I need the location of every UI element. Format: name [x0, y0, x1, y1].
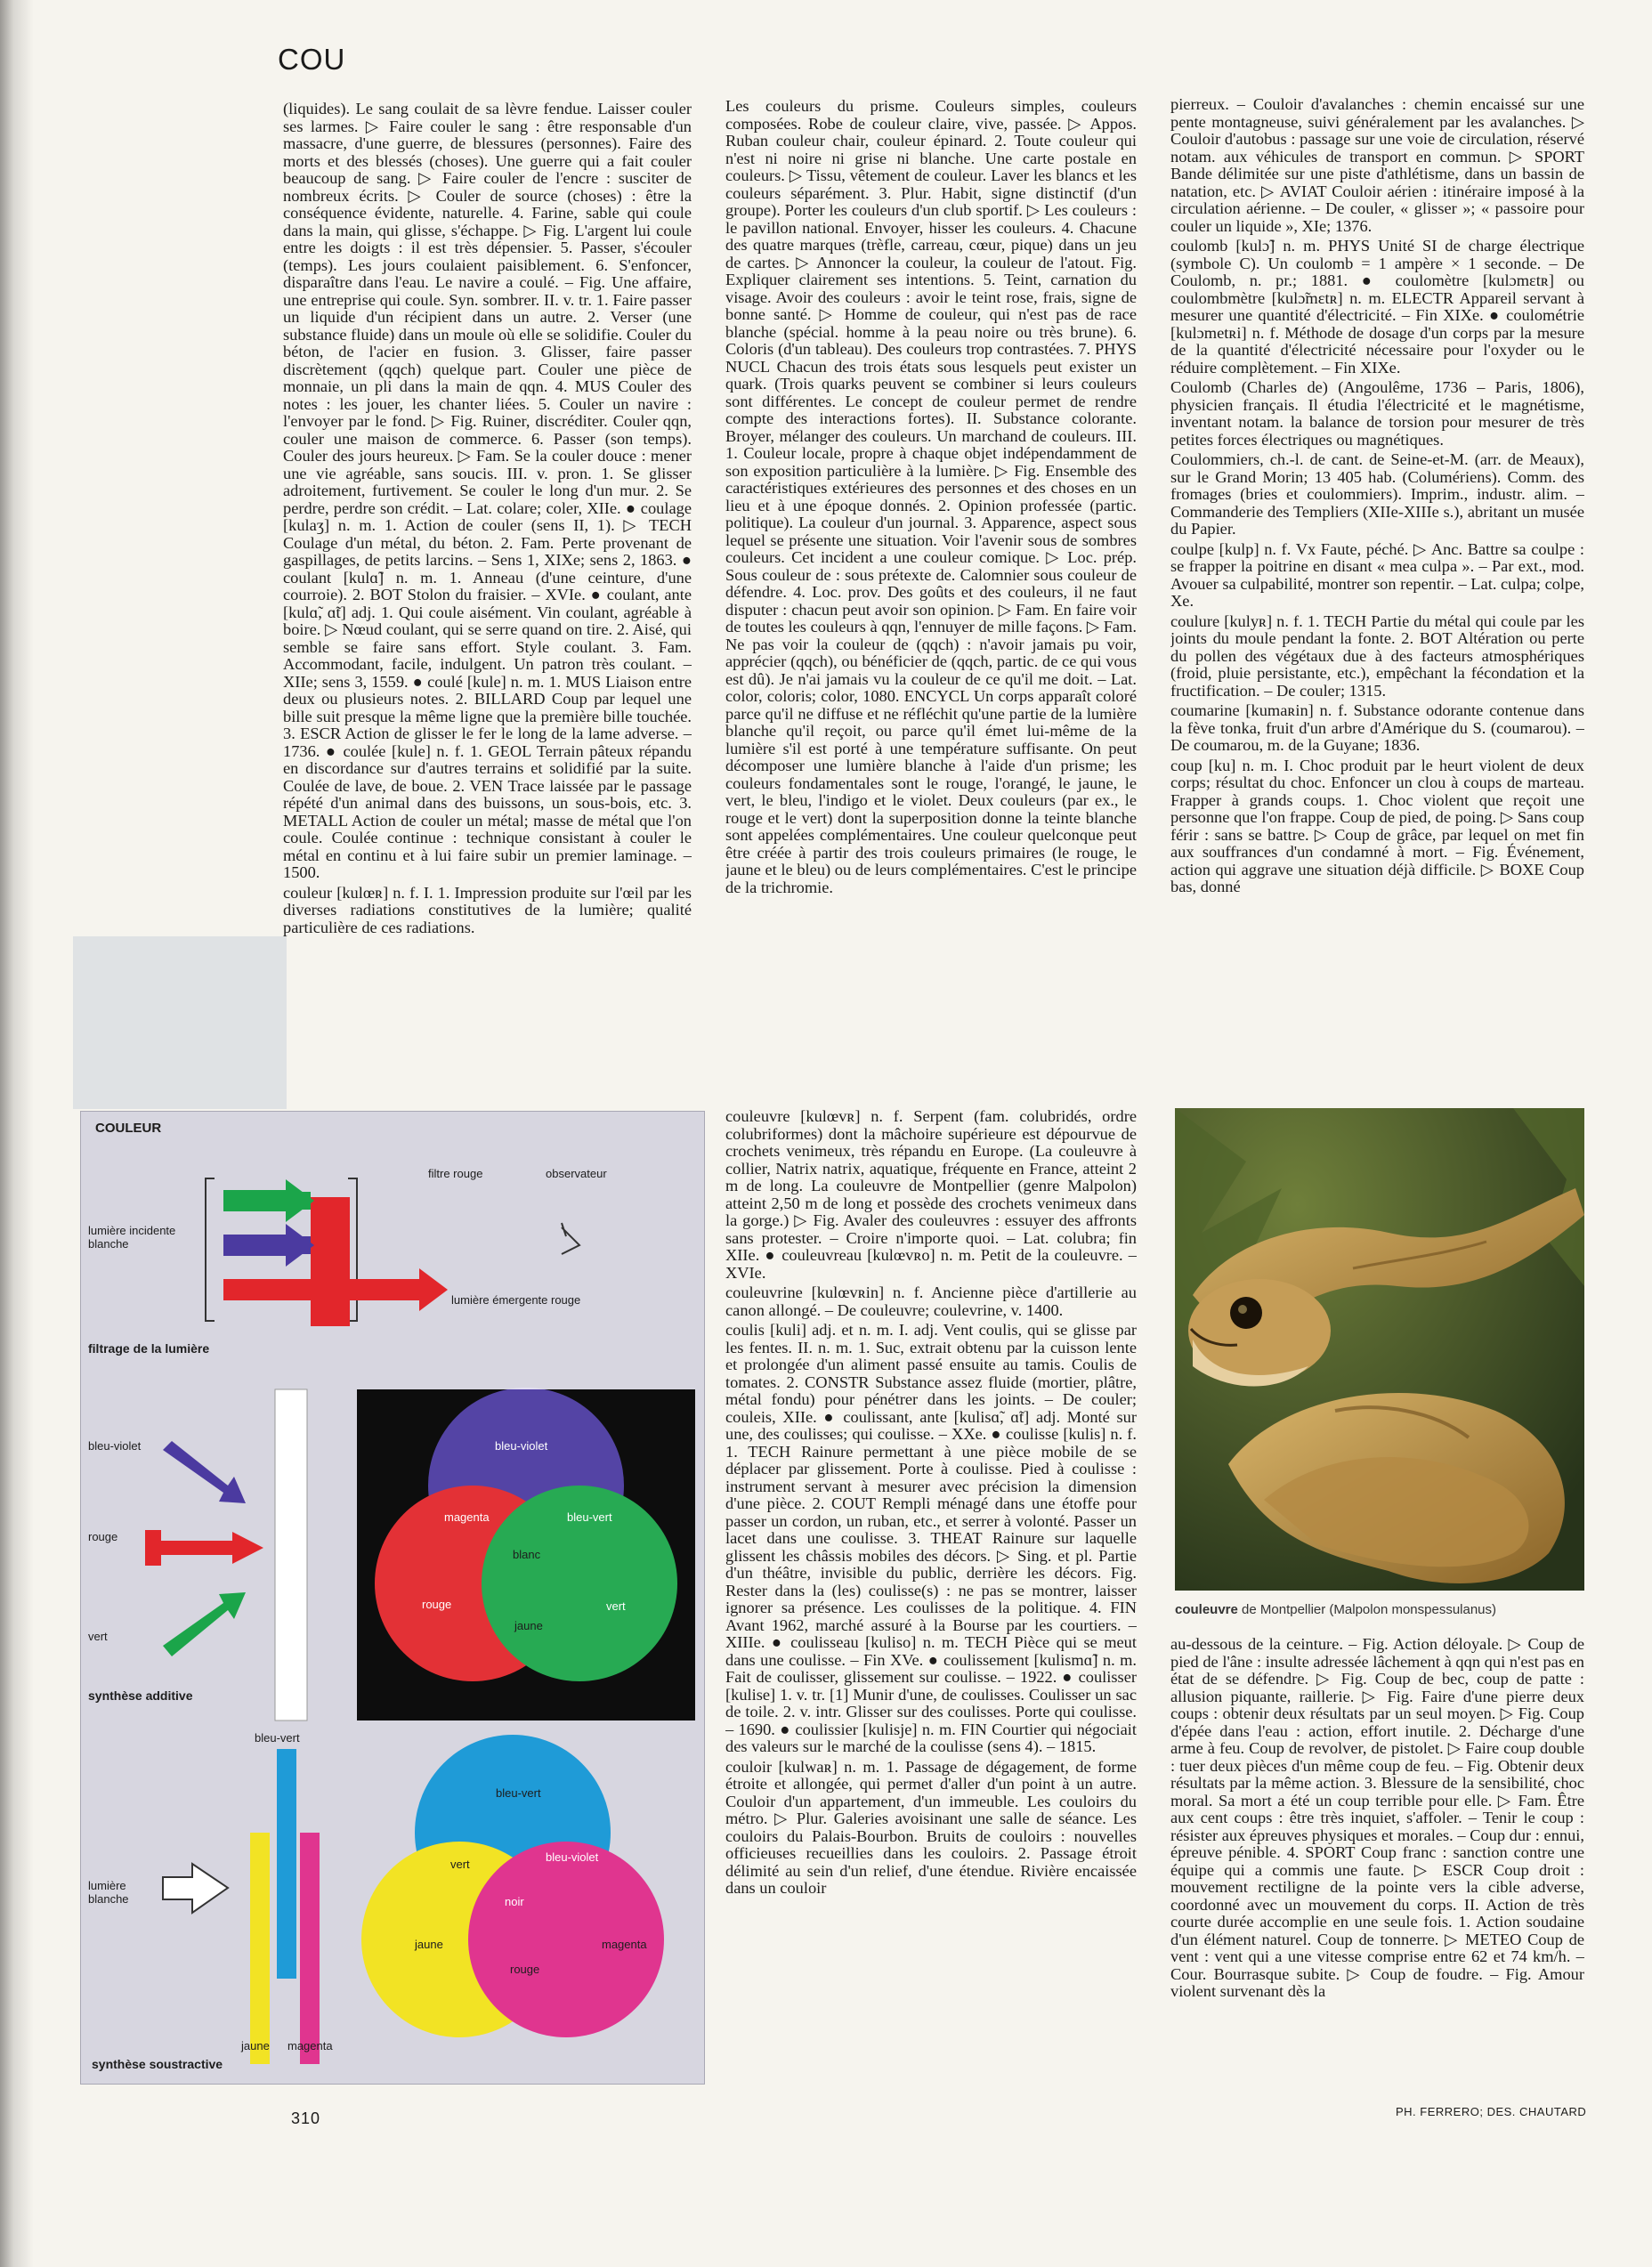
couleuvre-photo	[1175, 1108, 1584, 1591]
circle-label-magenta: magenta	[444, 1510, 490, 1524]
column-2-top	[725, 98, 1137, 1108]
label-vert: vert	[88, 1630, 108, 1643]
additive-arrows	[145, 1389, 307, 1720]
circle-label-bleu-vert: bleu-vert	[567, 1510, 612, 1524]
page-edge-shadow	[0, 0, 34, 2267]
entry-coup: coup [ku] n. m. I. Choc produit par le heurt violent de deux corps; résultat du choc. Enfoncer un clou à coups de marteau. Frapper à grands coups. 1. Choc violent que reçoit une personne que l'on frappe. Coup de pied, de poing. ▷ Sans coup férir : sans se battre. ▷ Coup de grâce, par lequel on met fin aux souffrances d'un condamné à mort. – Fig. Événement, action qui aggrave une situation déjà difficile. ▷ BOXE Coup bas, donné	[1170, 756, 1584, 895]
entry-couleuvre: couleuvre [kulœvʀ] n. f. Serpent (fam. colubridés, ordre colubriformes) dont la mâchoire supérieure est dépourvue de crochets venimeux, très répandu en Europe. (La couleuvre à collier, Natrix natrix, aquatique, fréquente en France, atteint 2 m de long. La couleuvre de Montpellier (genre Malpolon) atteint 2,50 m de long et possède des crochets venimeux dans la gorge.) ▷ Fig. Avaler des couleuvres : essuyer des affronts sans protester. – Croire n'importe quoi. – Lat. colubra; fin XIIe. ● couleuvreau [kulœvʀo] n. m. Petit de la couleuvre. – XVIe.	[725, 1108, 1137, 1282]
circle-label-bleu-vert: bleu-vert	[496, 1786, 541, 1800]
subtractive-filters	[163, 1749, 320, 2064]
entry-text: Les couleurs du prisme. Couleurs simples, couleurs composées. Robe de couleur claire, vive, passée. ▷ Appos. Ruban couleur chair, couleur épinard. 2. Toute couleur qui n'est ni noire ni grise ni blanche. Une carte postale en couleurs. ▷ Tissu, vêtement de couleur. Laver les blancs et les couleurs séparément. 3. Plur. Habit, signe distinctif (d'un groupe). Porter les couleurs d'un club sportif. ▷ Les couleurs : le pavillon national. Envoyer, hisser les couleurs. 4. Chacune des quatre marques (trèfle, carreau, cœur, pique) dans un jeu de cartes. ▷ Annoncer la couleur, la couleur de l'atout. Fig. Expliquer clairement ses intentions. 5. Teint, carnation du visage. Avoir des couleurs : avoir le teint rose, frais, signe de bonne santé. ▷ Homme de couleur, qui n'est pas de race blanche (spécial. homme à la peau noire ou très brune). 6. Coloris (d'un tableau). Des couleurs trop contrastées. 7. PHYS NUCL Chacun des trois états sous lesquels peut exister un quark. (Trois quarks peuvent se combiner si leurs couleurs sont différentes. Le concept de couleur permet de rendre compte des interactions fortes). II. Substance colorante. Broyer, mélanger des couleurs. Un marchand de couleurs. III. 1. Couleur locale, propre à chaque objet indépendamment de son exposition particulière à la lumière. ▷ Fig. Ensemble des caractéristiques extérieures des personnes et des choses en un lieu et à une époque donnés. 2. Opinion professée (partic. politique). La couleur d'un journal. 3. Apparence, aspect sous lequel se présente une situation. Voir l'avenir sous de sombres couleurs. Cet incident a une couleur comique. ▷ Loc. prép. Sous couleur de : sous prétexte de. Calomnier sous couleur de défendre. 4. Loc. prov. Des goûts et des couleurs, il ne faut disputer : chacun peut avoir son opinion. ▷ Fam. En faire voir de toutes les couleurs à qqn, l'ennuyer de mille façons. ▷ Fam. Ne pas voir la couleur de (qqch) : n'avoir jamais pu voir, apprécier (qqch), ou bénéficier de (qqch, partic. de ce qui vous est dû). Je n'ai jamais vu la couleur de ce qu'il me doit. – Lat. color, coloris; color, 1080. ENCYCL Un corps apparaît coloré parce qu'il ne diffuse et ne réfléchit qu'une partie de la lumière blanche qu'il reçoit, ou parce qu'il émet lui-même de la lumière s'il est porté à une température suffisante. On peut décomposer une lumière blanche à l'aide d'un prisme; les couleurs fondamentales sont le rouge, l'orangé, le jaune, le vert, le bleu, l'indigo et le violet. Deux couleurs (par ex., le rouge et le vert) dont la superposition donne la teinte blanche sont appelées complémentaires. Une couleur quelconque peut être créée à partir des trois couleurs primaires (le rouge, le jaune et le bleu) ou de leurs complémentaires. C'est le principe de la trichromie.	[725, 98, 1137, 896]
label-lumiere-blanche: lumière blanche	[88, 1879, 129, 1906]
entry-text: au-dessous de la ceinture. – Fig. Action déloyale. ▷ Coup de pied de l'âne : insulte adressée lâchement à qqn qui n'est pas en état de se défendre. ▷ Fig. Coup de bec, coup de patte : allusion piquante, raillerie. ▷ Fig. Faire d'une pierre deux coups : obtenir deux résultats par un seul moyen. ▷ Fig. Coup d'épée dans l'eau : action, effort inutile. 2. Décharge d'une arme à feu. Coup de revolver, de pistolet. ▷ Faire coup double : tuer deux pièces d'un même coup de feu. – Fig. Obtenir deux résultats par la même action. 3. Blessure de la sensibilité, choc moral. Sa mort a été un coup terrible pour elle. ▷ Fam. Être aux cent coups : être très inquiet, s'affoler. – Tenir le coup : résister aux épreuves physiques et morales. – Coup dur : ennui, épreuve pénible. 4. SPORT Coup franc : sanction contre une équipe qui a commis une faute. ▷ ESCR Coup droit : mouvement rectiligne de la pointe vers la cible adverse, coordonné avec un mouvement du corps. II. Action de très courte durée accomplie en une seule fois. 1. Action soudaine d'un élément naturel. Coup de tonnerre. ▷ METEO Coup de vent : vent qui a une vitesse comprise entre 62 et 74 km/h. – Cour. Bourrasque subite. ▷ Coup de foudre. – Fig. Amour violent survenant dès la	[1170, 1636, 1584, 2000]
entry-coulommiers: Coulommiers, ch.-l. de cant. de Seine-et-M. (arr. de Meaux), sur le Grand Morin; 13 405 hab. (Columériens). Comm. des fromages (bries et coulommiers). Imprim., industr. alim. – Commanderie des Templiers (XIIe-XIIIe s.), abritant un musée du Papier.	[1170, 450, 1584, 538]
page-number: 310	[291, 2109, 321, 2127]
circle-label-noir: noir	[505, 1895, 524, 1908]
running-head: COU	[278, 43, 346, 76]
section-synthese-soustractive: synthèse soustractive	[92, 2057, 223, 2071]
photo-caption	[1175, 1602, 1593, 1617]
entry-text: pierreux. – Couloir d'avalanches : chemin encaissé sur une pente montagneuse, suivi généralement par les avalanches. ▷ Couloir d'autobus : passage sur une voie de circulation, réservé notam. aux véhicules de transport en commun. ▷ SPORT Bande délimitée sur une piste d'athlétisme, dans un bassin de natation, etc. ▷ AVIAT Couloir aérien : itinéraire imposé à la circulation aérienne. – De couler, « glisser »; « passoire pour couler un liquide », XIe; 1376.	[1170, 96, 1584, 235]
column-3-top	[1170, 96, 1584, 1075]
white-light-arrow	[163, 1864, 228, 1913]
label-lumiere-incidente: lumière incidente blanche	[88, 1224, 176, 1251]
circle-label-rouge: rouge	[510, 1963, 540, 1976]
observer-eye-icon	[562, 1223, 579, 1254]
caption-headword: couleuvre	[1175, 1602, 1238, 1617]
label-jaune: jaune	[241, 2039, 270, 2052]
entry-coulure: coulure [kulyʀ] n. f. 1. TECH Partie du métal qui coule par les joints du moule pendant la fonte. 2. BOT Altération ou perte du pollen des végétaux due à des facteurs atmosphériques (froid, pluie persistante, etc.), empêchant la fécondation et la fructification. – De couler; 1315.	[1170, 611, 1584, 700]
entry-coulpe: coulpe [kulp] n. f. Vx Faute, péché. ▷ Anc. Battre sa coulpe : se frapper la poitrine en disant « mea culpa ». – Par ext., mod. Avouer sa culpabilité, montrer son repentir. – Lat. culpa; colpe, Xe.	[1170, 539, 1584, 610]
entry-coulis: coulis [kuli] adj. et n. m. I. adj. Vent coulis, qui se glisse par les fentes. II. n. m. 1. Suc, extrait obtenu par la cuisson lente et prolongée d'un aliment passé ensuite au tamis. Coulis de tomates. 2. CONSTR Substance assez fluide (mortier, plâtre, métal fondu) pour pénétrer dans les joints. – De couler; couleis, XIIe. ● coulissant, ante [kulisɑ̃, ɑ̃t] adj. Monté sur une, des coulisses; qui coulisse. – XXe. ● coulisse [kulis] n. f. 1. TECH Rainure permettant à une pièce mobile de se déplacer par glissement. Porte à coulisse. Pied à coulisse : instrument servant à mesurer avec précision la dimension d'une pièce. 2. COUT Rempli ménagé dans une étoffe pour passer un cordon, un ruban, etc., et serrer à volonté. Passer un lacet dans une coulisse. 3. THEAT Rainure sur laquelle glissent les châssis mobiles des décors. ▷ Sing. et pl. Partie d'un théâtre, invisible du public, derrière les décors. Fig. Rester dans la (les) coulisse(s) : ne pas se montrer, laisser ignorer sa présence. Les coulisses de la politique. 4. FIN Avant 1962, marché assuré à la Bourse par les courtiers. – XIIIe. ● coulisseau [kuliso] n. m. TECH Pièce qui se meut dans une coulisse. – Fin XVe. ● coulissement [kulismɑ̃] n. m. Fait de coulisser, glissement sur coulisse. – 1922. ● coulisser [kulise] 1. v. tr. [1] Munir d'une, de coulisses. Coulisser un sac de toile. 2. v. intr. Glisser sur des coulisses. Porte qui coulisse. – 1690. ● coulissier [kulisje] n. m. FIN Courtier qui négociait des valeurs sur le marché de la coulisse (sens 4). – 1815.	[725, 1321, 1137, 1755]
violet-absorbed	[295, 1236, 311, 1254]
label-bleu-vert: bleu-vert	[255, 1731, 300, 1745]
red-arrow	[145, 1530, 263, 1566]
section-filtrage: filtrage de la lumière	[88, 1341, 210, 1356]
circle-label-jaune: jaune	[415, 1938, 443, 1951]
figure-title: COULEUR	[95, 1121, 162, 1136]
entry-couloir: couloir [kulwaʀ] n. m. 1. Passage de dégagement, de forme étroite et allongée, qui permet d'aller d'un point à un autre. Couloir d'un appartement, d'un immeuble. Les couloirs du métro. ▷ Plur. Galeries avoisinant une salle de séance. Les couloirs du Palais-Bourbon. Bruits de couloirs : nouvelles officieuses recueillies dans les couloirs. 2. Passage étroit délimité au sein d'un relief, d'une étendue. Rivière encaissée dans un couloir	[725, 1757, 1137, 1897]
magenta-filter	[300, 1833, 320, 2064]
caption-text: de Montpellier (Malpolon monspessulanus)	[1237, 1602, 1497, 1617]
column-1	[283, 101, 692, 1096]
circle-label-vert: vert	[450, 1858, 470, 1871]
show-through-bleed	[73, 936, 287, 1109]
violet-arrow	[163, 1441, 246, 1503]
circle-label-vert: vert	[606, 1599, 626, 1613]
circle-label-rouge: rouge	[422, 1598, 452, 1611]
label-magenta: magenta	[287, 2039, 333, 2052]
entry-coulomb: coulomb [kulɔ̃] n. m. PHYS Unité SI de charge électrique (symbole C). Un coulomb = 1 ampère × 1 seconde. – De Coulomb, n. pr.; 1881. ● coulomètre [kulɔmɛtʀ] ou coulombmètre [kulɔ̃mɛtʀ] n. m. ELECTR Appareil servant à mesurer une quantité d'électricité. – Fin XIXe. ● coulométrie [kulɔmetʀi] n. f. Méthode de dosage d'un corps par la mesure de la quantité d'électricité nécessaire pour l'oxyder ou le réduire complètement. – Fin XIXe.	[1170, 237, 1584, 376]
circle-label-blanc: blanc	[513, 1548, 541, 1561]
label-bleu-violet: bleu-violet	[88, 1439, 142, 1453]
snake-image	[1175, 1108, 1584, 1591]
column-2-bottom	[725, 1108, 1137, 2101]
subtractive-panel	[361, 1735, 664, 2037]
bracket-line	[206, 1178, 215, 1321]
entry-text: (liquides). Le sang coulait de sa lèvre fendue. Laisser couler ses larmes. ▷ Faire couler le sang : être responsable d'un massacre, d'une guerre, de blessures (personnes). Faire des morts et des blessés (choses). Une guerre qui a fait couler beaucoup de sang. ▷ Faire couler de l'encre : susciter de nombreux écrits. ▷ Couler de source (choses) : être la conséquence évidente, naturelle. 4. Farine, sable qui coule dans la main, qui glisse, s'échappe. ▷ Fig. L'argent lui coule entre les doigts : il est très dépensier. 5. Passer, s'écouler (temps). Les jours coulaient paisiblement. 6. S'enfoncer, disparaître dans l'eau. Le navire a coulé. – Fig. Une affaire, une entreprise qui coule. Syn. sombrer. II. v. tr. 1. Faire passer un liquide d'un récipient dans un autre. 2. Verser (une substance fluide) dans un moule où elle se solidifie. Couler du béton, de l'acier en fusion. 3. Glisser, faire passer discrètement (qqch) quelque part. Couler une pièce de monnaie, un pli dans la main de qqn. 4. MUS Couler des notes : les jouer, les chanter liées. 5. Couler un navire : l'envoyer par le fond. ▷ Fig. Ruiner, discréditer. Couler qqn, couler une maison de commerce. 6. Passer (son temps). Couler des jours heureux. ▷ Fam. Se la couler douce : mener une vie agréable, sans soucis. III. v. pron. 1. Se glisser adroitement, furtivement. Se couler le long d'un mur. 2. Se perdre, perdre son crédit. – Lat. colare; coler, XIIe. ● coulage [kulaʒ] n. m. 1. Action de couler (sens II, 1). ▷ TECH Coulage d'un métal, du béton. 2. Fam. Perte provenant de gaspillages, de petits larcins. – Sens 1, XIXe; sens 2, 1863. ● coulant [kulɑ̃] n. m. 1. Anneau (d'une ceinture, d'une courroie). 2. BOT Stolon du fraisier. – XVIe. ● coulant, ante [kulɑ̃, ɑ̃t] adj. 1. Qui coule aisément. Vin coulant, agréable à boire. ▷ Nœud coulant, qui se serre quand on tire. 2. Aisé, qui semble se faire sans effort. Style coulant. 3. Fam. Accommodant, facile, indulgent. Un patron très coulant. – XIIe; sens 3, 1559. ● coulé [kule] n. m. 1. MUS Liaison entre deux ou plusieurs notes. 2. BILLARD Coup par lequel une bille suit presque la même ligne que la première bille touchée. 3. ESCR Action de glisser le fer le long de la lame adverse. – 1736. ● coulée [kule] n. f. 1. GEOL Terrain pâteux répandu en discordance sur d'autres terrains et solidifié par la suite. Coulée de lave, de boue. 2. VEN Trace laissée par le passage répété d'un animal dans des buissons, un sous-bois, etc. 3. METALL Action de couler un métal; masse de métal que l'on coule. Coulée continue : technique consistant à couler le métal en continu et à lui faire subir un premier laminage. – 1500.	[283, 101, 692, 881]
green-arrow	[163, 1592, 246, 1656]
column-3-bottom	[1170, 1636, 1584, 2099]
label-observateur: observateur	[546, 1167, 607, 1180]
entry-couleuvrine: couleuvrine [kulœvʀin] n. f. Ancienne pièce d'artillerie au canon allongé. – De couleuvre; coulevrine, v. 1400.	[725, 1283, 1137, 1319]
white-screen	[275, 1389, 307, 1720]
label-lumiere-emergente: lumière émergente rouge	[451, 1293, 581, 1307]
yellow-filter	[250, 1833, 270, 2064]
cyan-filter	[277, 1749, 296, 1979]
circle-label-bleu-violet: bleu-violet	[546, 1850, 599, 1864]
entry-couleur: couleur [kulœʀ] n. f. I. 1. Impression produite sur l'œil par les diverses radiations constitutives de la lumière; qualité particulière de ces radiations.	[283, 883, 692, 936]
entry-coulomb-name: Coulomb (Charles de) (Angoulême, 1736 – Paris, 1806), physicien français. Il étudia l'électricité et le magnétisme, inventant notam. la balance de torsion pour mesurer de très petites forces électriques ou magnétiques.	[1170, 378, 1584, 449]
circle-label-jaune: jaune	[514, 1619, 543, 1632]
label-rouge: rouge	[88, 1530, 118, 1543]
circle-label-magenta: magenta	[602, 1938, 647, 1951]
green-absorbed	[295, 1192, 311, 1210]
entry-coumarine: coumarine [kumaʀin] n. f. Substance odorante contenue dans la fève tonka, fruit d'un arbre d'Amérique du S. (coumarou). – De coumarou, m. de la Guyane; 1836.	[1170, 701, 1584, 754]
label-filtre-rouge: filtre rouge	[428, 1167, 483, 1180]
photo-credit: PH. FERRERO; DES. CHAUTARD	[1396, 2105, 1587, 2118]
circle-label-bleu-violet: bleu-violet	[495, 1439, 548, 1453]
couleur-illustration	[80, 1111, 705, 2085]
section-synthese-additive: synthèse additive	[88, 1688, 193, 1703]
red-filter	[311, 1197, 350, 1326]
